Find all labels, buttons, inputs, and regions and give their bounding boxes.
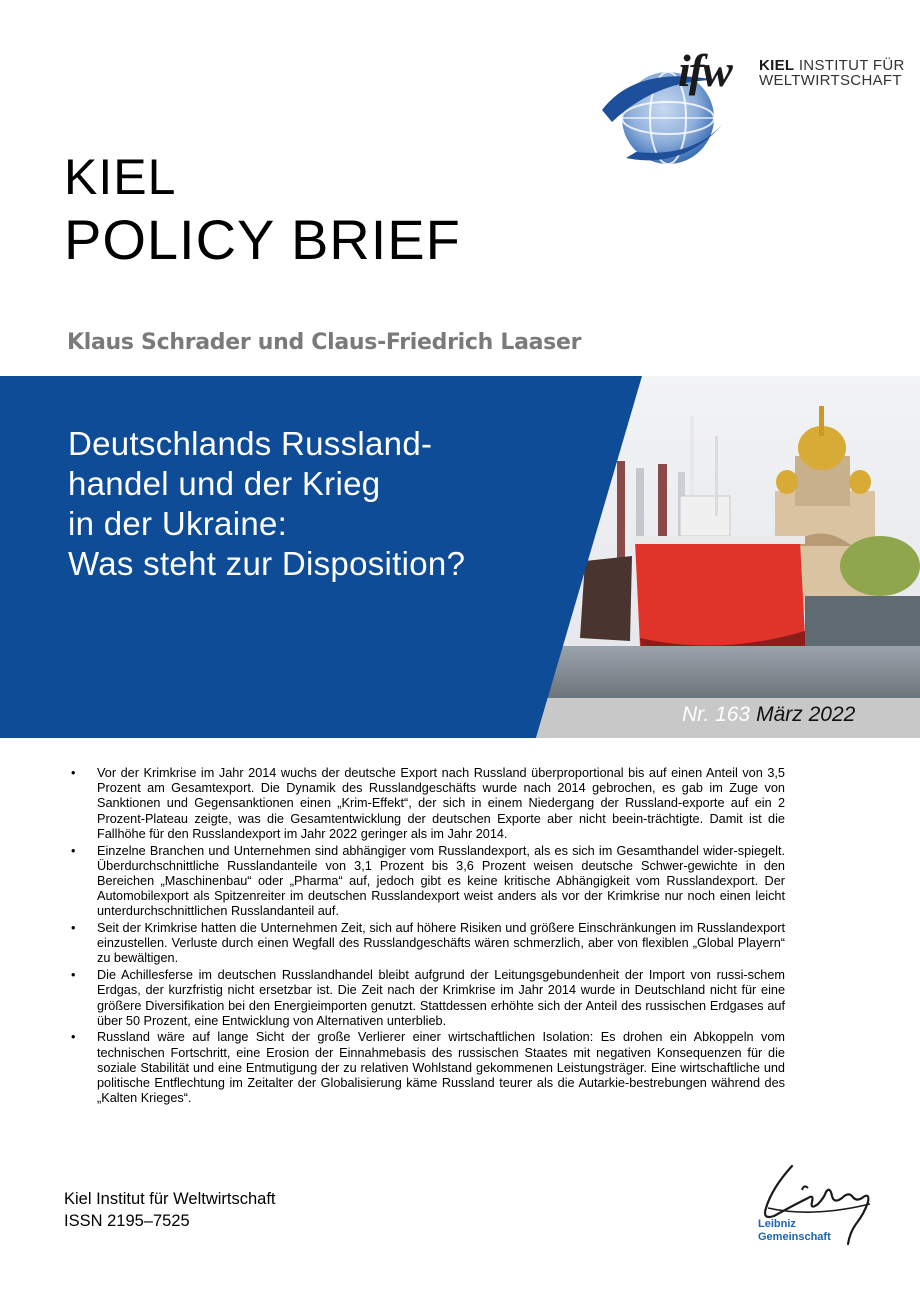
summary-bullets [70, 766, 785, 1108]
series-title-line1: KIEL [64, 149, 177, 205]
red-ship [635, 541, 805, 652]
institute-name-bold: KIEL [759, 57, 795, 74]
issue-info [682, 703, 855, 727]
institute-name [759, 58, 905, 88]
photo-water [540, 646, 920, 698]
bullet-item: • Seit der Krimkrise hatten die Unternehmen Zeit, sich auf höhere Risiken und größere Einschränkungen im Russlandexport einzustellen. Verluste durch einen Wegfall des Russlandgeschäfts wären schmerzlich, aber von flexiblen „Global Playern“ zu bewältigen. [70, 921, 785, 967]
bullet-item: • Einzelne Branchen und Unternehmen sind abhängiger vom Russlandexport, als es sich im Gesamthandel wider-spiegelt. Überdurchschnittliche Russlandanteile von 3,1 Prozent bis 3,6 Prozent weisen deutsche Schwer-gewichte in den Bereichen „Maschinenbau“ oder „Pharma“ auf, jedoch gibt es keine kritische Abhängigkeit vom Russlandexport. Der Automobilexport als Spitzenreiter im deutschen Russlandexport weist anders als vor der Krimkrise nur noch einen leicht unterdurchschnittlichen Russlandanteil auf. [70, 844, 785, 920]
footer-institute: Kiel Institut für Weltwirtschaft [64, 1190, 276, 1208]
footer-issn: ISSN 2195–7525 [64, 1212, 190, 1230]
institute-name-rest: INSTITUT FÜR [794, 57, 905, 74]
institute-name-line2: WELTWIRTSCHAFT [759, 72, 902, 89]
headline [68, 424, 588, 584]
bullet-item: • Russland wäre auf lange Sicht der große Verlierer einer wirtschaftlichen Isolation: Es drohen ein Abkoppeln vom technischen Fortschritt, eine Erosion der Einnahmebasis des russischen Staates mit negativen Konsequenzen für die soziale Stabilität und eine Entmutigung der zu relativen Wohlstand gekommenen Leistungsträger. Eine wirtschaftliche und politische Entflechtung im Zeitalter der Globalisierung käme Russland teurer als die Autarkie-bestrebungen während des „Kalten Krieges“. [70, 1030, 785, 1106]
bullet-item: • Vor der Krimkrise im Jahr 2014 wuchs der deutsche Export nach Russland überproportional bis auf einen Anteil von 3,5 Prozent am Gesamtexport. Die Dynamik des Russlandgeschäfts wurde nach 2014 gebrochen, es gab im Zuge von Sanktionen und Gegensanktionen einen „Krim-Effekt“, der sich in einem Niedergang der Russland-exporte auf ein 2 Prozent-Plateau zeigte, was die Gesamtentwicklung der deutschen Exporte aber nicht beein-trächtigte. Damit ist die Fallhöhe für den Russlandexport im Jahr 2022 geringer als im Jahr 2014. [70, 766, 785, 842]
leibniz-wordmark [758, 1218, 831, 1244]
series-title-line2: POLICY BRIEF [64, 208, 461, 271]
headline-line-3: in der Ukraine: [68, 505, 288, 542]
issue-date: März 2022 [756, 703, 856, 726]
trees [840, 536, 920, 596]
headline-line-2: handel und der Krieg [68, 465, 381, 502]
issue-number: Nr. 163 [682, 703, 751, 726]
ifw-logo[interactable] [596, 40, 906, 175]
authors: Klaus Schrader und Claus-Friedrich Laaser [67, 330, 582, 355]
headline-line-1: Deutschlands Russland- [68, 425, 433, 462]
bullet-item: • Die Achillesferse im deutschen Russlandhandel bleibt aufgrund der Leitungsgebundenheit der Import von russi-schem Erdgas, der kurzfristig nicht ersetzbar ist. Die Zeit nach der Krimkrise im Jahr 2014 wurde in Deutschland nicht für eine größere Diversifikation bei den Energieimporten genutzt. Stattdessen erhöhte sich der Anteil des russischen Erdgases auf über 50 Prozent, eine Entwicklung von Alternativen unterblieb. [70, 968, 785, 1029]
leibniz-line2: Gemeinschaft [758, 1231, 831, 1243]
ifw-wordmark: ifw [678, 45, 731, 96]
headline-line-4: Was steht zur Disposition? [68, 545, 466, 582]
leibniz-line1: Leibniz [758, 1218, 796, 1230]
footer [64, 1188, 276, 1232]
pier [805, 596, 920, 646]
